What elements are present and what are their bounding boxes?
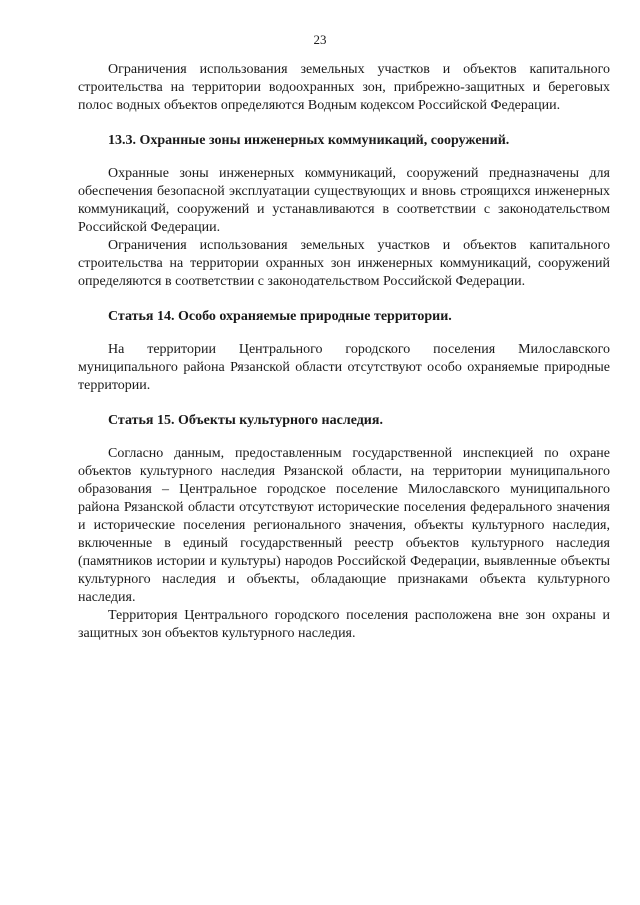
paragraph-water-zones: Ограничения использования земельных участков и объектов капитального строительства на территории водоохранных зон, прибрежно-защитных и береговых полос водных объектов определяются Водным кодексом Российской Федерации. [78,62,610,113]
paragraph-territory-location: Территория Центрального городского поселения расположена вне зон охраны и защитных зон объектов культурного наследия. [78,608,610,641]
paragraph-natural-territories: На территории Центрального городского поселения Милославского муниципального района Рязанской области отсутствуют особо охраняемые природные территории. [78,342,610,393]
paragraph-restrictions: Ограничения использования земельных участков и объектов капитального строительства на территории охранных зон инженерных коммуникаций, сооружений определяются в соответствии с законодательством Российской Федерации. [78,238,610,289]
heading-article-14: Статья 14. Особо охраняемые природные территории. [108,309,452,324]
page-number: 23 [313,32,327,47]
paragraph-cultural-heritage: Согласно данным, предоставленным государственной инспекцией по охране объектов культурного наследия Рязанской области, на территории муниципального образования – Центральное городское поселение Милославского муниципального района Рязанской области отсутствуют исторические поселения федерального значения и исторические поселения регионального значения, объекты культурного наследия, включенные в единый государственный реестр объектов культурного наследия (памятников истории и культуры) народов Российской Федерации, выявленные объекты культурного наследия и объекты, обладающие признаками объекта культурного наследия. [78,446,610,605]
heading-article-15: Статья 15. Объекты культурного наследия. [108,413,383,428]
document-body [78,61,610,643]
paragraph-protected-zones: Охранные зоны инженерных коммуникаций, сооружений предназначены для обеспечения безопасной эксплуатации существующих и вновь строящихся инженерных коммуникаций, сооружений и устанавливаются в соответствии с законодательством Российской Федерации. [78,166,610,235]
heading-13-3: 13.3. Охранные зоны инженерных коммуникаций, сооружений. [108,133,510,148]
